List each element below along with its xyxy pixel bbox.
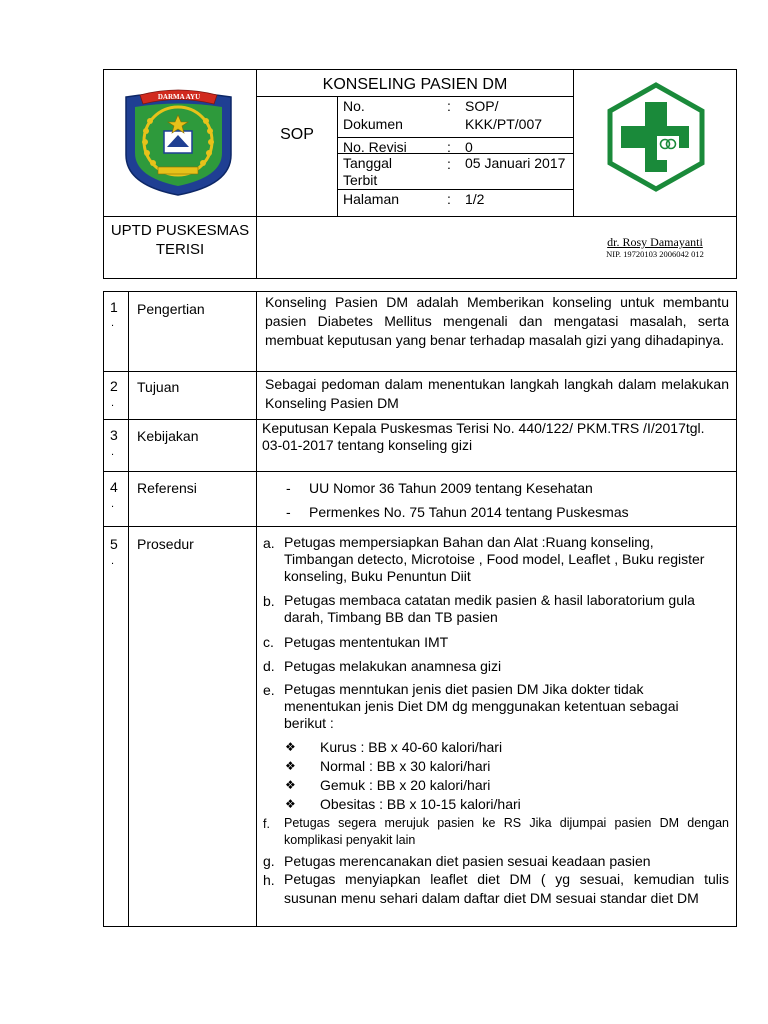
section-number-dot: . [111,555,115,567]
section-label: Prosedur [137,536,194,552]
signatory-nip: NIP. 19720103 2006042 012 [606,249,704,259]
diet-bullet: ❖ [285,797,296,811]
step-text: Petugas melakukan anamnesa gizi [284,658,502,674]
sop-label: SOP [280,126,314,143]
section-number: 3 [110,427,118,443]
section-number: 2 [110,378,118,394]
diet-item: Kurus : BB x 40-60 kalori/hari [320,739,503,755]
info-value: 0 [465,139,473,155]
step-letter: a. [263,535,275,551]
section-content: Konseling Pasien DM adalah Memberikan konseling untuk membantu pasien Diabetes Mellitus mengenali dan mengatasi masalah, serta membuat keputusan yang benar terhadap masalah gizi yang dihadapinya. [265,294,729,348]
step-text: Petugas mempersiapkan Bahan dan Alat :Ruang konseling, Timbangan detecto, Microtoise , Food model, Leaflet , Buku register konseling, Buku Penuntun Diit [284,534,705,584]
step-text: Petugas menyiapkan leaflet diet DM ( yg sesuai, kemudian tulis susunan menu sehari dalam daftar diet DM sesuai standar diet DM [284,871,729,906]
info-colon: : [447,139,451,155]
info-colon: : [447,98,451,114]
section-number-dot: . [111,446,115,458]
diet-bullet: ❖ [285,740,296,754]
step-letter: b. [263,593,275,609]
section-number: 1 [110,299,118,315]
section-number-dot: . [111,397,115,409]
diet-item: Normal : BB x 30 kalori/hari [320,758,491,774]
info-label: Tanggal Terbit [343,155,393,188]
section-content: Sebagai pedoman dalam menentukan langkah langkah dalam melakukan Konseling Pasien DM [265,376,729,411]
step-letter: f. [263,817,270,831]
diet-item: Gemuk : BB x 20 kalori/hari [320,777,491,793]
step-text: Petugas menntukan jenis diet pasien DM Jika dokter tidak menentukan jenis Diet DM dg menggunakan ketentuan sebagai berikut : [284,681,679,731]
step-text: Petugas membaca catatan medik pasien & hasil laboratorium gula darah, Timbang BB dan TB pasien [284,592,695,625]
section-number: 5 [110,536,118,552]
info-label: No. Dokumen [343,98,403,132]
step-letter: g. [263,853,275,869]
info-label: Halaman [343,191,400,207]
list-item: Permenkes No. 75 Tahun 2014 tentang Puskesmas [309,504,629,520]
info-value: SOP/ KKK/PT/007 [465,98,543,132]
list-bullet: - [286,480,291,496]
info-value: 05 Januari 2017 [465,155,566,171]
section-content: Keputusan Kepala Puskesmas Terisi No. 440/122/ PKM.TRS /I/2017tgl. 03-01-2017 tentang konseling gizi [262,420,705,453]
section-label: Referensi [137,480,197,496]
info-colon: : [447,156,451,172]
section-label: Pengertian [137,301,205,317]
document-title: KONSELING PASIEN DM [322,76,508,93]
step-letter: h. [263,872,275,888]
section-number: 4 [110,479,118,495]
step-letter: e. [263,682,275,698]
diet-bullet: ❖ [285,778,296,792]
diet-item: Obesitas : BB x 10-15 kalori/hari [320,796,521,812]
step-letter: c. [263,634,274,650]
crest-banner-text: DARMA AYU [157,93,201,101]
signatory-name: dr. Rosy Damayanti [607,235,703,249]
info-label: No. Revisi [343,139,407,155]
diet-bullet: ❖ [285,759,296,773]
puskesmas-cross-icon [607,82,705,192]
step-text: Petugas merencanakan diet pasien sesuai keadaan pasien [284,853,651,869]
step-text: Petugas mententukan IMT [284,634,449,650]
section-number-dot: . [111,498,115,510]
section-number-dot: . [111,317,115,329]
section-label: Tujuan [137,379,180,395]
step-letter: d. [263,658,275,674]
list-item: UU Nomor 36 Tahun 2009 tentang Kesehatan [309,480,593,496]
section-label: Kebijakan [137,428,199,444]
list-bullet: - [286,504,291,520]
info-colon: : [447,191,451,207]
org-name: UPTD PUSKESMAS TERISI [110,222,250,258]
info-value: 1/2 [465,191,485,207]
step-text: Petugas segera merujuk pasien ke RS Jika dijumpai pasien DM dengan komplikasi penyakit lain [284,816,729,847]
darma-ayu-crest-icon [120,87,237,197]
